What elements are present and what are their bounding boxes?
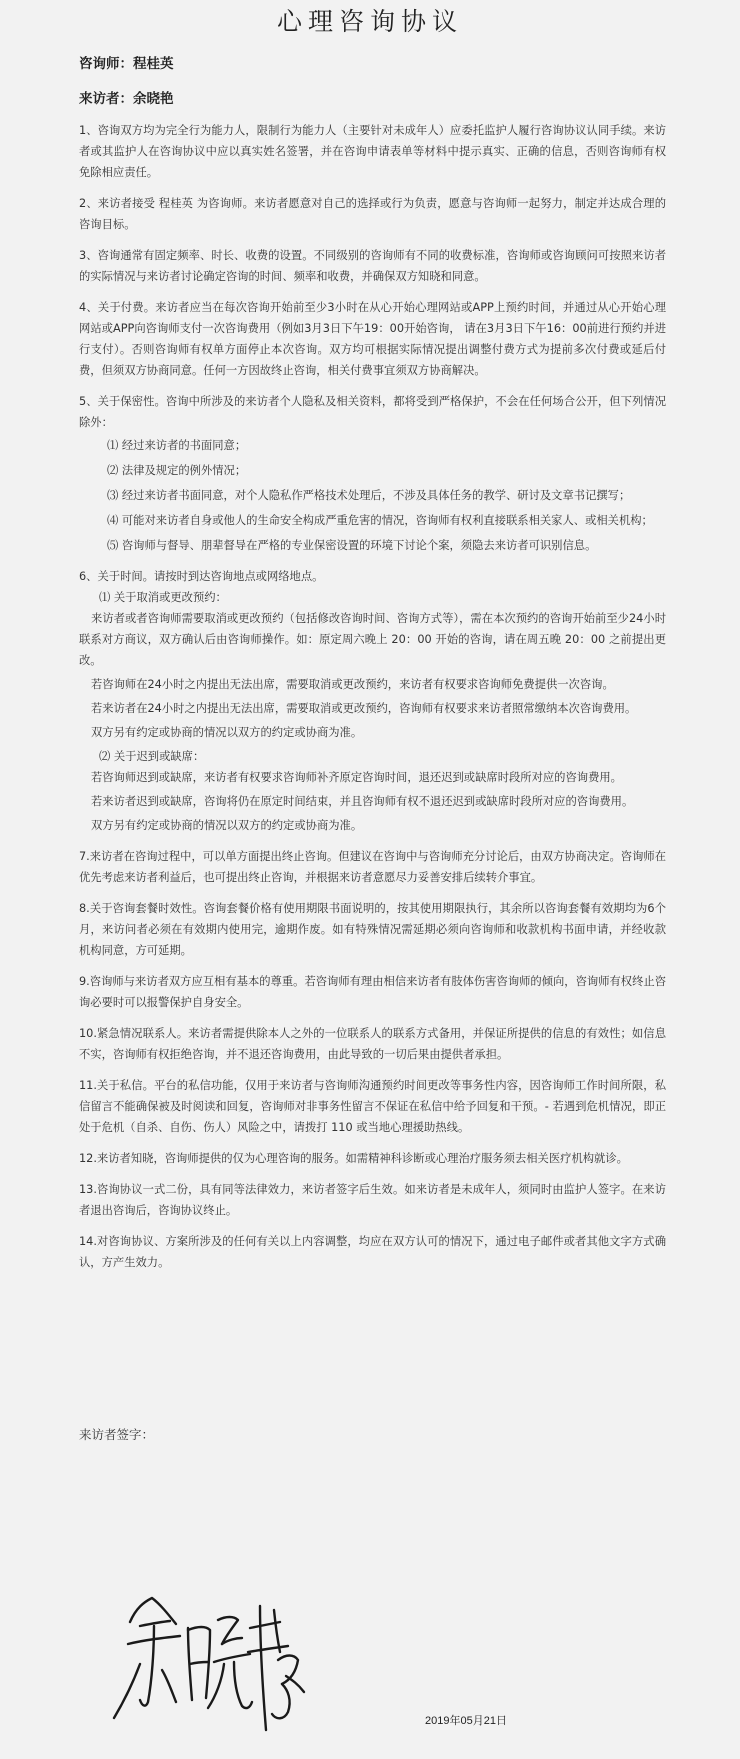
clause-6-sub2-line: 若来访者迟到或缺席，咨询将仍在原定时间结束，并且咨询师有权不退还迟到或缺席时段所对应的咨询费用。 <box>91 795 634 808</box>
clause-6-sub1-line: 若来访者在24小时之内提出无法出席，需要取消或更改预约，咨询师有权要求来访者照常缴纳本次咨询费用。 <box>91 702 637 715</box>
clause-6-sub2-title: ⑵ 关于迟到或缺席： <box>99 750 205 763</box>
exception-item: ⑶ 经过来访者书面同意，对个人隐私作严格技术处理后，不涉及具体任务的教学、研讨及文章书记撰写； <box>107 489 631 502</box>
exception-item: ⑴ 经过来访者的书面同意； <box>107 439 247 452</box>
clause-6-sub1-line: 若咨询师在24小时之内提出无法出席，需要取消或更改预约，来访者有权要求咨询师免费提供一次咨询。 <box>91 678 614 691</box>
clause-12: 12.来访者知晓，咨询师提供的仅为心理咨询的服务。如需精神科诊断或心理治疗服务须去相关医疗机构就诊。 <box>79 1152 628 1165</box>
clause-6-sub2-line: 双方另有约定或协商的情况以双方的约定或协商为准。 <box>91 819 363 832</box>
clause-6: 6、关于时间。请按时到达咨询地点或网络地点。 <box>79 570 324 583</box>
clause-6-sub2-line: 若咨询师迟到或缺席，来访者有权要求咨询师补齐原定咨询时间，退还迟到或缺席时段所对应的咨询费用。 <box>91 771 622 784</box>
clause-5-exceptions <box>79 435 666 556</box>
clause-2: 2、来访者接受 程桂英 为咨询师。来访者愿意对自己的选择或行为负责，愿意与咨询师一起努力，制定并达成合理的咨询目标。 <box>79 197 666 231</box>
signature-label: 来访者签字： <box>79 1427 155 1442</box>
page-title: 心理咨询协议 <box>276 7 463 36</box>
clause-11: 11.关于私信。平台的私信功能，仅用于来访者与咨询师沟通预约时间更改等事务性内容，因咨询师工作时间所限，私信留言不能确保被及时阅读和回复，咨询师对非事务性留言不保证在私信中给予回复和干预。- 若遇到危机情况，即正处于危机（自杀、自伤、伤人）风险之中，请拨打 110 或当地心理援助热线。 <box>79 1079 666 1134</box>
clause-10: 10.紧急情况联系人。来访者需提供除本人之外的一位联系人的联系方式备用，并保证所提供的信息的有效性；如信息不实，咨询师有权拒绝咨询，并不退还咨询费用，由此导致的一切后果由提供者承担。 <box>79 1027 666 1061</box>
clause-1: 1、咨询双方均为完全行为能力人，限制行为能力人（主要针对未成年人）应委托监护人履行咨询协议认同手续。来访者或其监护人在咨询协议中应以真实姓名签署，并在咨询申请表单等材料中提示真实、正确的信息，否则咨询师有权免除相应责任。 <box>79 124 666 179</box>
clause-6-sub1-title: ⑴ 关于取消或更改预约： <box>99 591 227 604</box>
clause-13: 13.咨询协议一式二份，具有同等法律效力，来访者签字后生效。如来访者是未成年人，须同时由监护人签字。在来访者退出咨询后，咨询协议终止。 <box>79 1183 666 1217</box>
clause-7: 7.来访者在咨询过程中，可以单方面提出终止咨询。但建议在咨询中与咨询师充分讨论后，由双方协商决定。咨询师在优先考虑来访者利益后，也可提出终止咨询，并根据来访者意愿尽力妥善安排后续转介事宜。 <box>79 850 666 884</box>
handwritten-signature <box>110 1580 320 1750</box>
clause-9: 9.咨询师与来访者双方应互相有基本的尊重。若咨询师有理由相信来访者有肢体伤害咨询师的倾向，咨询师有权终止咨询必要时可以报警保护自身安全。 <box>79 975 666 1009</box>
client-name: 来访者：余晓艳 <box>79 91 174 107</box>
clause-6-sub1-body: 来访者或者咨询师需要取消或更改预约（包括修改咨询时间、咨询方式等），需在本次预约的咨询开始前至少24小时联系对方商议，双方确认后由咨询师操作。如：原定周六晚上 20：00 开始的咨询，请在周五晚 20：00 之前提出更改。 <box>79 612 666 667</box>
clause-5: 5、关于保密性。咨询中所涉及的来访者个人隐私及相关资料，都将受到严格保护，不会在任何场合公开，但下列情况除外： <box>79 395 666 429</box>
clause-3: 3、咨询通常有固定频率、时长、收费的设置。不同级别的咨询师有不同的收费标准，咨询师或咨询顾问可按照来访者的实际情况与来访者讨论确定咨询的时间、频率和收费，并确保双方知晓和同意。 <box>79 249 666 283</box>
counselor-name: 咨询师：程桂英 <box>79 56 174 72</box>
clause-6-sub1-line: 双方另有约定或协商的情况以双方的约定或协商为准。 <box>91 726 363 739</box>
clause-14: 14.对咨询协议、方案所涉及的任何有关以上内容调整，均应在双方认可的情况下，通过电子邮件或者其他文字方式确认，方产生效力。 <box>79 1235 666 1269</box>
signature-date: 2019年05月21日 <box>425 1715 507 1727</box>
exception-item: ⑸ 咨询师与督导、朋辈督导在严格的专业保密设置的环境下讨论个案，须隐去来访者可识别信息。 <box>107 539 597 552</box>
clause-8: 8.关于咨询套餐时效性。咨询套餐价格有使用期限书面说明的，按其使用期限执行，其余所以咨询套餐有效期均为6个月，来访问者必须在有效期内使用完，逾期作废。如有特殊情况需延期必须向咨询师和收款机构书面申请，并经收款机构同意，方可延期。 <box>79 902 666 957</box>
agreement-body <box>79 120 666 1283</box>
exception-item: ⑵ 法律及规定的例外情况； <box>107 464 247 477</box>
clause-4: 4、关于付费。来访者应当在每次咨询开始前至少3小时在从心开始心理网站或APP上预约时间，并通过从心开始心理网站或APP向咨询师支付一次咨询费用（例如3月3日下午19：00开始咨询， 请在3月3日下午16：00前进行预约并进行支付）。否则咨询师有权单方面停止本次咨询。双方均可根据实际情况提出调整付费方式为提前多次付费或延后付费，但须双方协商同意。任何一方因故终止咨询，相关付费事宜须双方协商解决。 <box>79 301 666 377</box>
exception-item: ⑷ 可能对来访者自身或他人的生命安全构成严重危害的情况，咨询师有权利直接联系相关家人、或相关机构； <box>107 514 653 527</box>
